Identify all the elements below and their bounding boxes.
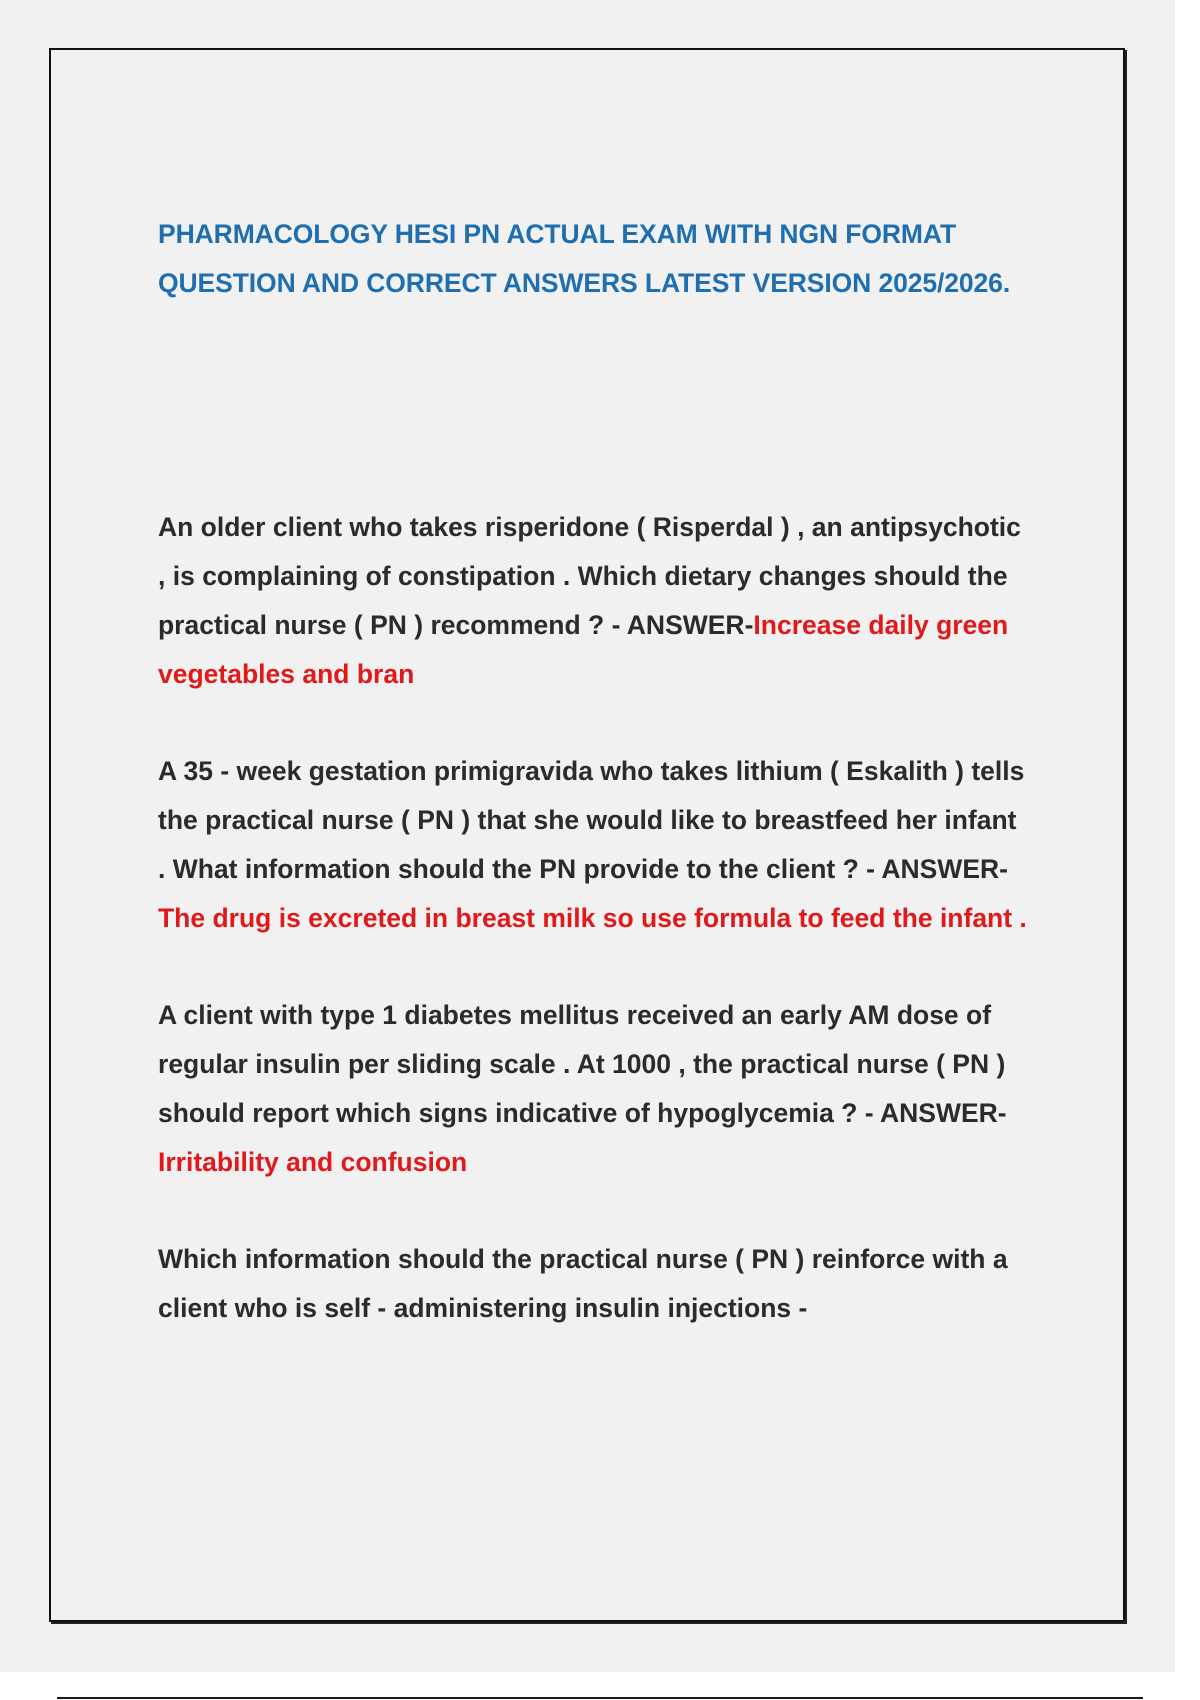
question-item-2: [158, 747, 1028, 943]
question-text: A 35 - week gestation primigravida who takes lithium ( Eskalith ) tells the practical nurse ( PN ) that she would like to breastfeed her infant . What information should the PN provide to the client ? -: [158, 756, 1025, 884]
question-text: A client with type 1 diabetes mellitus received an early AM dose of regular insulin per sliding scale . At 1000 , the practical nurse ( PN ) should report which signs indicative of hypoglycemia ? -: [158, 1000, 1006, 1128]
answer-label: ANSWER-: [881, 854, 1008, 884]
answer-label: ANSWER-: [880, 1098, 1007, 1128]
question-text: Which information should the practical nurse ( PN ) reinforce with a client who is self - administering insulin injections -: [158, 1244, 1008, 1323]
question-list: [158, 503, 1028, 1381]
question-text: An older client who takes risperidone ( Risperdal ) , an antipsychotic , is complaining of constipation . Which dietary changes should the practical nurse ( PN ) recommend ? -: [158, 512, 1021, 640]
question-item-4: [158, 1235, 1028, 1333]
footer-divider: [57, 1697, 1143, 1699]
answer-text: Irritability and confusion: [158, 1147, 468, 1177]
question-item-1: [158, 503, 1028, 699]
answer-label: ANSWER-: [626, 610, 754, 640]
answer-text: The drug is excreted in breast milk so use formula to feed the infant .: [158, 903, 1027, 933]
question-item-3: [158, 991, 1028, 1187]
document-title: PHARMACOLOGY HESI PN ACTUAL EXAM WITH NGN FORMAT QUESTION AND CORRECT ANSWERS LATEST VERSION 2025/2026.: [158, 219, 1011, 298]
answer-text: Increase daily green vegetables and bran: [158, 610, 1009, 689]
